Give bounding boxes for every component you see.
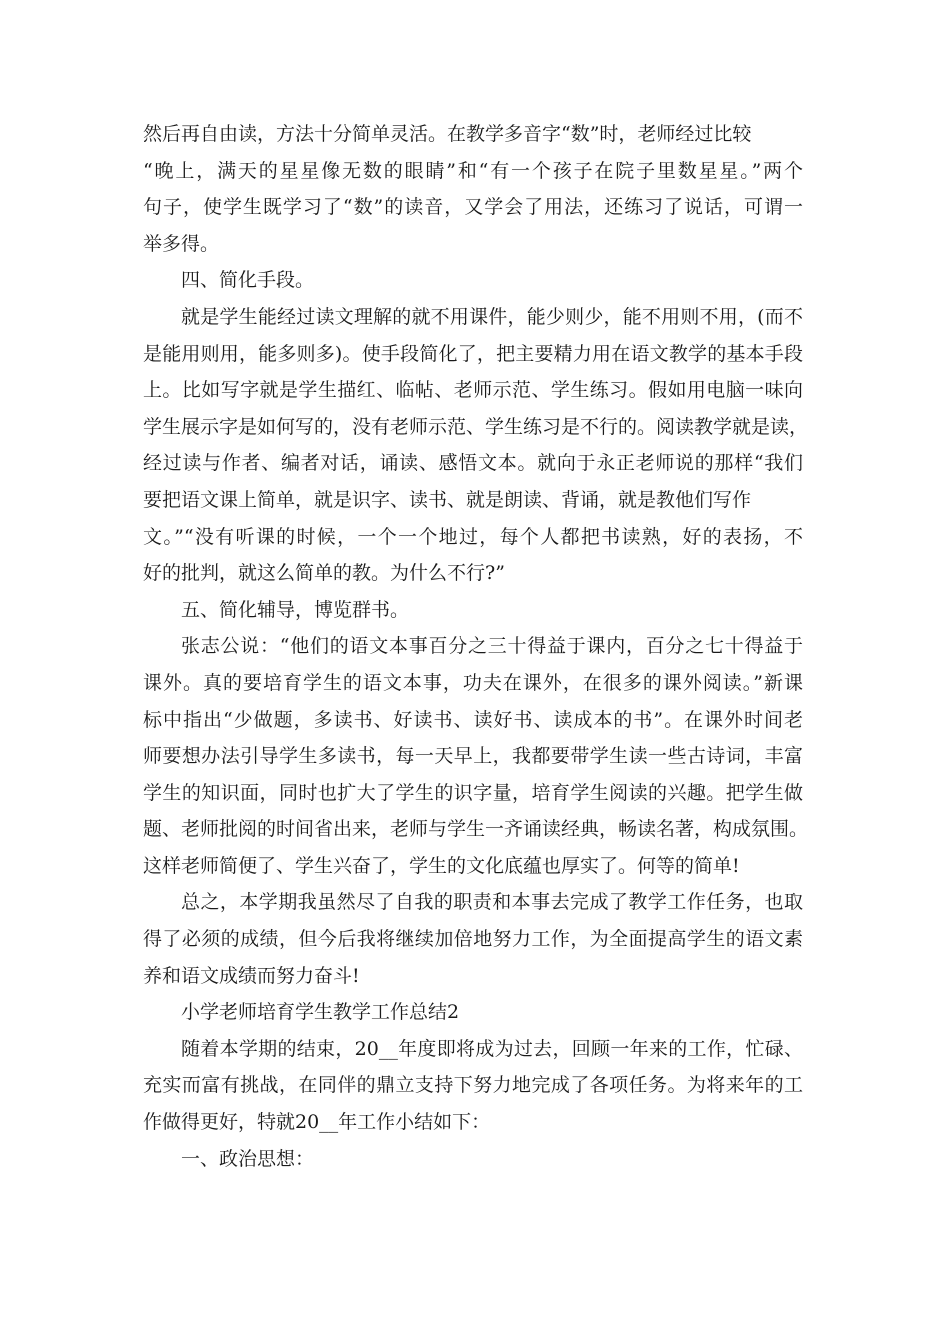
text-line: 师要想办法引导学生多读书，每一天早上，我都要带学生读一些古诗词，丰富 xyxy=(143,745,803,768)
text-line: 好的批判，就这么简单的教。为什么不行?” xyxy=(143,562,505,585)
text-line: 小学老师培育学生教学工作总结2 xyxy=(181,1001,460,1024)
text-line: 题、老师批阅的时间省出来，老师与学生一齐诵读经典，畅读名著，构成氛围。 xyxy=(143,818,809,841)
text-line: 学生的知识面，同时也扩大了学生的识字量，培育学生阅读的兴趣。把学生做 xyxy=(143,781,803,804)
text-line: 文。”“没有听课的时候，一个一个地过，每个人都把书读熟，好的表扬，不 xyxy=(143,525,803,548)
text-line: 标中指出“少做题，多读书、好读书、读好书、读成本的书”。在课外时间老 xyxy=(143,708,803,731)
text-line: 总之，本学期我虽然尽了自我的职责和本事去完成了教学工作任务，也取 xyxy=(181,891,803,914)
text-line: 上。比如写字就是学生描红、临帖、老师示范、学生练习。假如用电脑一味向 xyxy=(143,379,803,402)
text-line: 句子，使学生既学习了“数”的读音，又学会了用法，还练习了说话，可谓一 xyxy=(143,196,803,219)
text-line: 五、简化辅导，博览群书。 xyxy=(181,598,410,621)
text-line: 作做得更好，特就20__年工作小结如下： xyxy=(143,1111,491,1134)
text-line: 经过读与作者、编者对话，诵读、感悟文本。就向于永正老师说的那样“我们 xyxy=(143,452,803,475)
text-line: 随着本学期的结束，20__年度即将成为过去，回顾一年来的工作，忙碌、 xyxy=(181,1037,803,1060)
text-line: 张志公说：“他们的语文本事百分之三十得益于课内，百分之七十得益于 xyxy=(181,635,803,658)
text-line: 是能用则用，能多则多)。使手段简化了，把主要精力用在语文教学的基本手段 xyxy=(143,342,803,365)
text-line: 得了必须的成绩，但今后我将继续加倍地努力工作，为全面提高学生的语文素 xyxy=(143,928,803,951)
text-line: 这样老师简便了、学生兴奋了，学生的文化底蕴也厚实了。何等的简单! xyxy=(143,854,740,877)
text-line: 要把语文课上简单，就是识字、读书、就是朗读、背诵，就是教他们写作 xyxy=(143,488,752,511)
text-line: 一、政治思想： xyxy=(181,1147,315,1170)
text-line: “晚上，满天的星星像无数的眼睛”和“有一个孩子在院子里数星星。”两个 xyxy=(143,159,803,182)
text-line: 养和语文成绩而努力奋斗! xyxy=(143,964,360,987)
text-line: 学生展示字是如何写的，没有老师示范、学生练习是不行的。阅读教学就是读， xyxy=(143,415,809,438)
text-line: 四、简化手段。 xyxy=(181,269,315,292)
document-body xyxy=(143,116,809,1177)
text-line: 课外。真的要培育学生的语文本事，功夫在课外，在很多的课外阅读。”新课 xyxy=(143,671,803,694)
text-line: 就是学生能经过读文理解的就不用课件，能少则少，能不用则不用，(而不 xyxy=(181,305,803,328)
text-line: 然后再自由读，方法十分简单灵活。在教学多音字“数”时，老师经过比较 xyxy=(143,123,752,145)
text-line: 举多得。 xyxy=(143,232,220,255)
text-line: 充实而富有挑战，在同伴的鼎立支持下努力地完成了各项任务。为将来年的工 xyxy=(143,1074,803,1097)
